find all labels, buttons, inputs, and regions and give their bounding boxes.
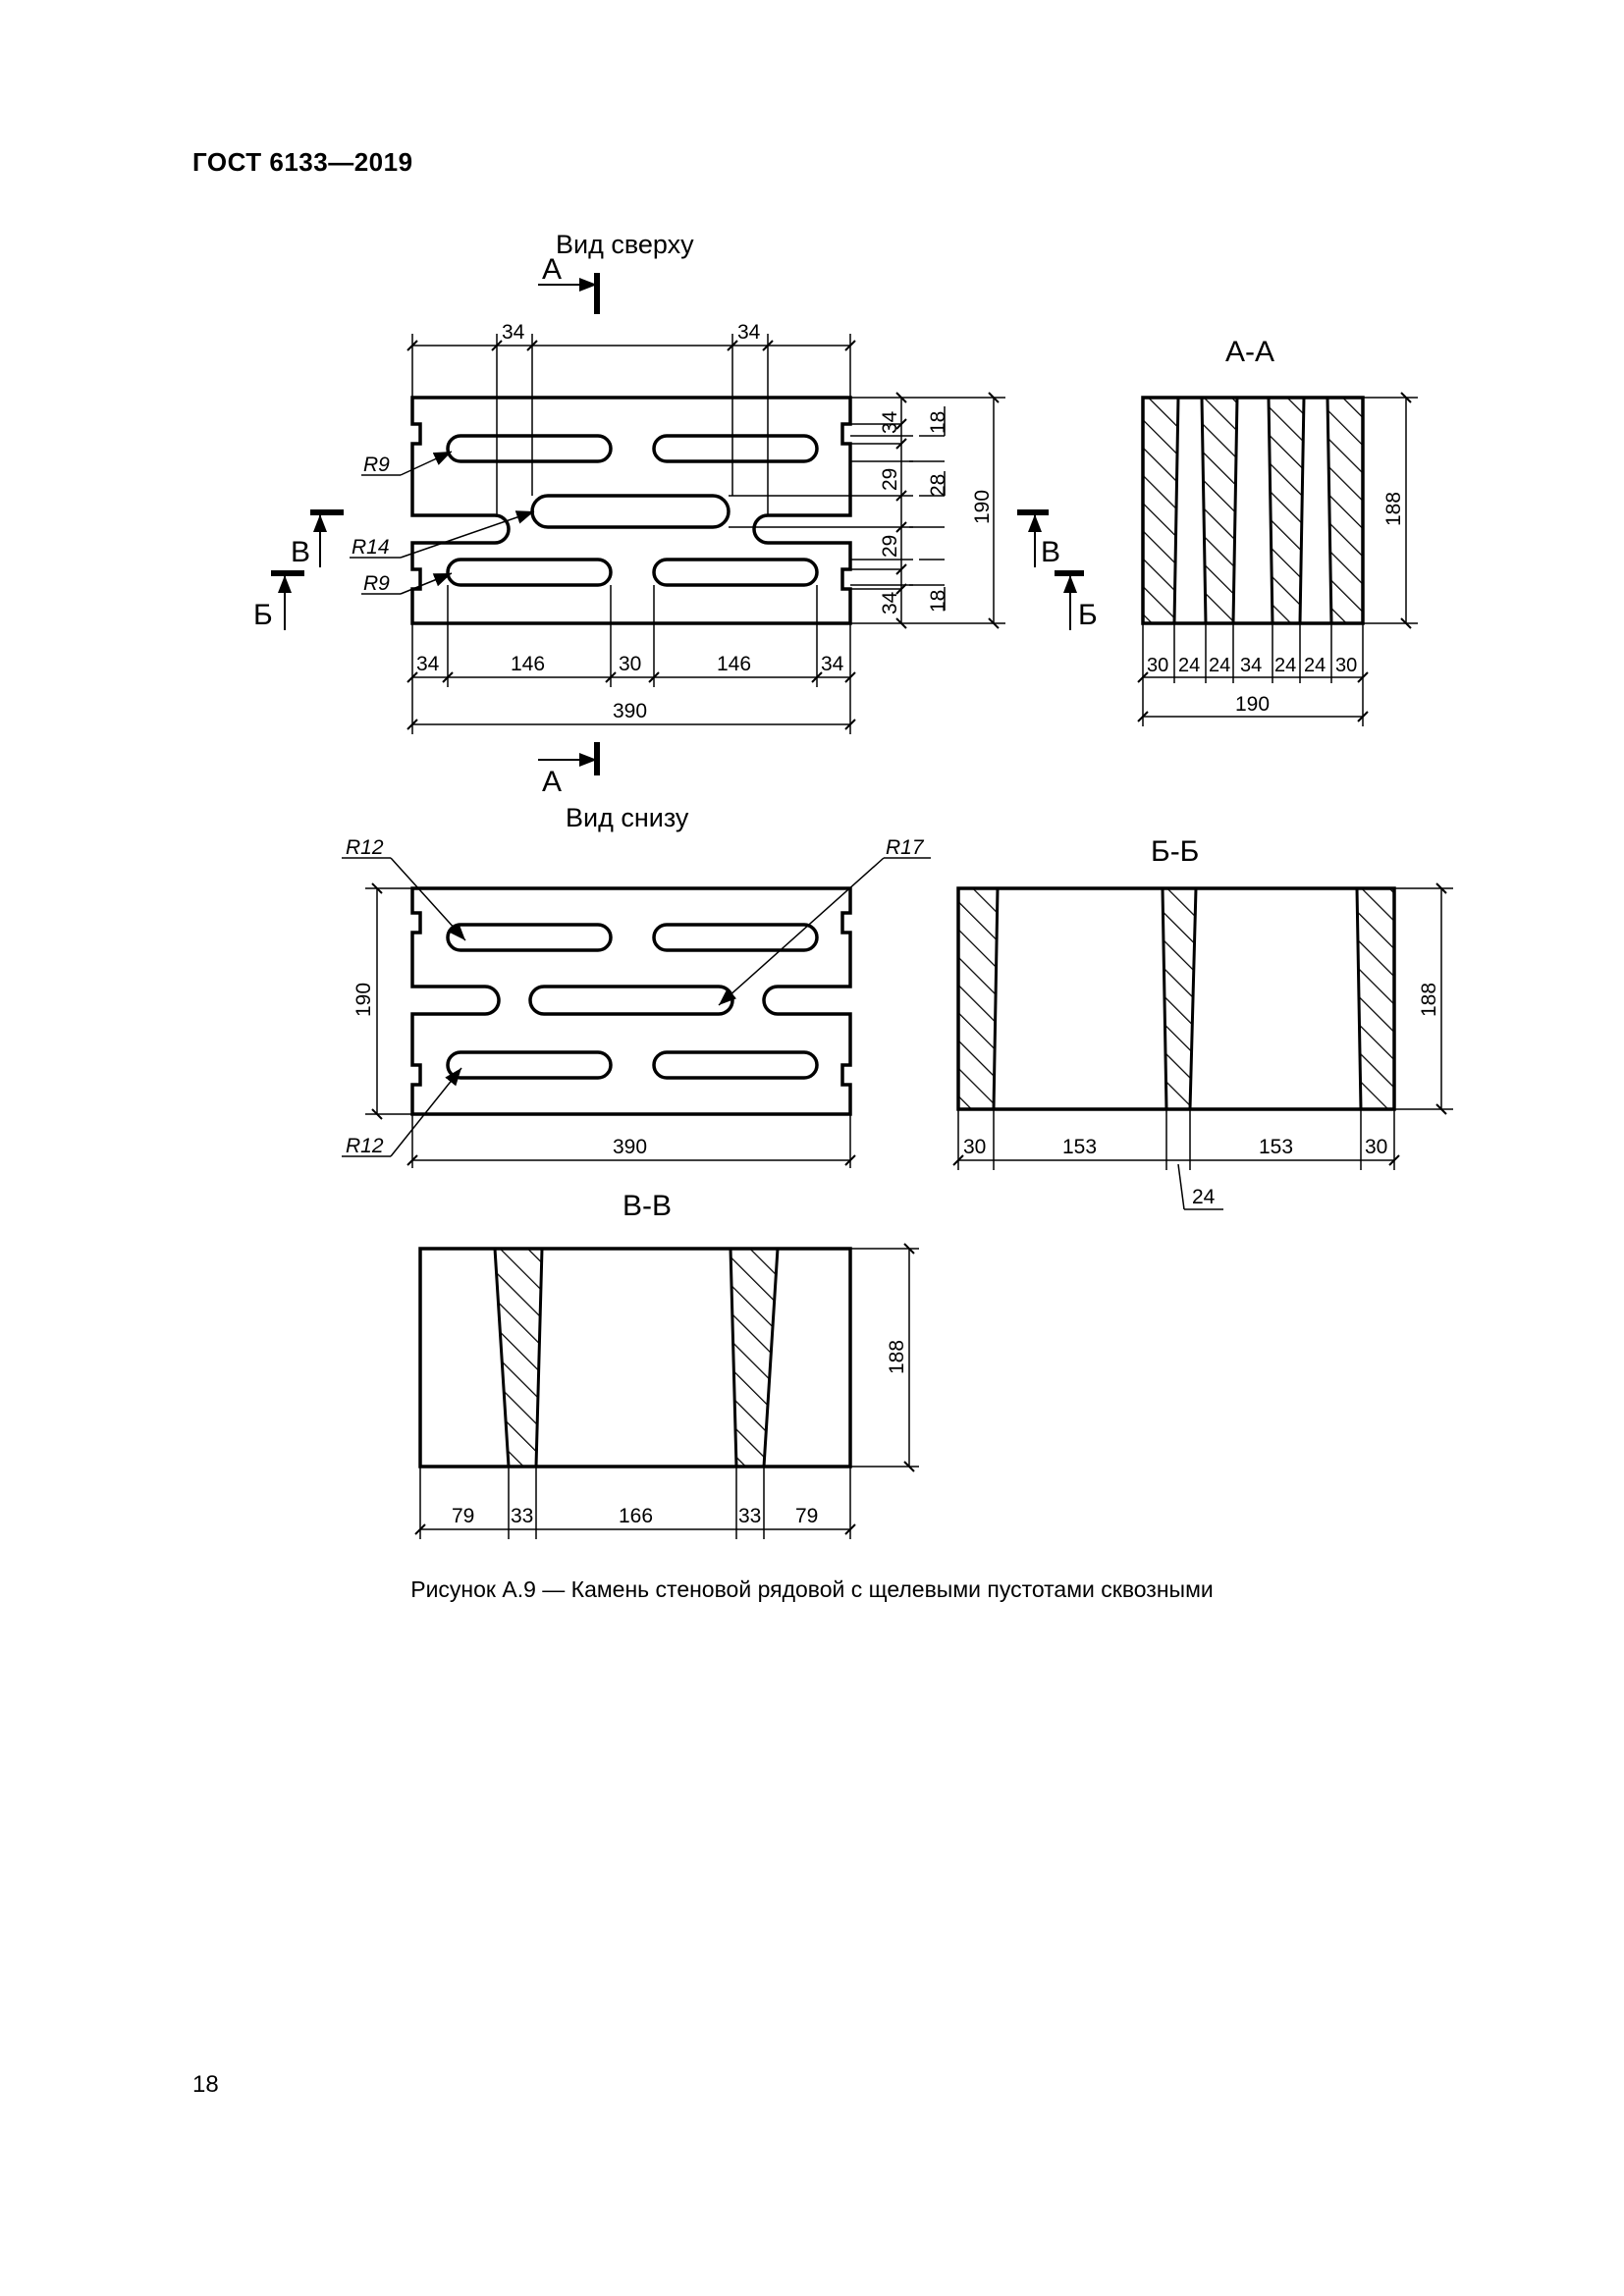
dim-bottom-146-right: 146: [717, 653, 752, 675]
vv-dim-79-right: 79: [795, 1505, 819, 1527]
bb-dim-30-right: 30: [1365, 1136, 1388, 1158]
section-markers-right: [1017, 512, 1098, 631]
figure-caption: Рисунок А.9 — Камень стеновой рядовой с щелевыми пустотами сквозными: [410, 1576, 1214, 1602]
section-aa-title: А-А: [1225, 336, 1275, 368]
dim-overall-390: 390: [613, 700, 648, 722]
dim-right-29-bottom: 29: [879, 534, 901, 558]
bottom-radius-r12-bottom: R12: [346, 1135, 384, 1157]
section-bb: [958, 835, 1453, 1209]
top-view: [253, 230, 1098, 798]
dim-top-34-right: 34: [737, 321, 761, 344]
dim-bottom-30: 30: [619, 653, 642, 675]
document-code: ГОСТ 6133—2019: [192, 147, 413, 177]
bottom-view-outline: [412, 888, 850, 1114]
radius-r9-bottom: R9: [363, 572, 390, 595]
section-a-label-bottom: А: [542, 766, 563, 798]
section-b-label-right: Б: [1078, 599, 1098, 631]
section-b-label-left: Б: [253, 599, 273, 631]
bottom-view: [342, 803, 931, 1168]
dim-right-29-top: 29: [879, 467, 901, 491]
dim-right-34-top: 34: [879, 410, 901, 434]
aa-dim-24-a: 24: [1178, 655, 1201, 676]
dim-bottom-34-left: 34: [416, 653, 440, 675]
bottom-slot-middle: [530, 987, 732, 1014]
bottom-slot-upper-right: [654, 925, 817, 950]
section-a-marker-bottom: [538, 742, 597, 798]
section-a-marker-top: [538, 253, 597, 314]
bottom-slot-lower-right: [654, 1052, 817, 1078]
bottom-radius-r12-top: R12: [346, 836, 384, 859]
top-slot-lower-left: [448, 560, 611, 585]
section-bb-title: Б-Б: [1151, 835, 1200, 868]
vv-dim-33-right: 33: [738, 1505, 762, 1527]
bottom-view-title: Вид снизу: [566, 803, 689, 832]
bb-dim-30-left: 30: [963, 1136, 987, 1158]
vv-dim-79-left: 79: [452, 1505, 475, 1527]
aa-dim-188: 188: [1382, 491, 1405, 526]
dim-right-18-bottom: 18: [927, 589, 949, 613]
section-vv: [420, 1190, 919, 1539]
section-markers-left: [253, 512, 344, 631]
aa-dim-190: 190: [1235, 693, 1271, 716]
aa-dim-34: 34: [1240, 655, 1263, 676]
section-vv-title: В-В: [623, 1190, 673, 1222]
bb-dim-188: 188: [1418, 982, 1440, 1017]
vv-dim-188: 188: [886, 1339, 908, 1374]
section-v-label-right: В: [1041, 536, 1061, 568]
radius-r9-top: R9: [363, 454, 390, 476]
section-aa: [1143, 336, 1418, 726]
section-v-label-left: В: [291, 536, 311, 568]
dim-right-18-top: 18: [927, 410, 949, 434]
bottom-dim-190: 190: [352, 982, 375, 1017]
top-view-outline: [412, 398, 850, 623]
aa-dim-24-b: 24: [1209, 655, 1231, 676]
aa-dim-24-d: 24: [1304, 655, 1326, 676]
aa-dim-24-c: 24: [1274, 655, 1297, 676]
section-a-label-top: А: [542, 253, 563, 286]
dim-right-190: 190: [971, 489, 994, 524]
top-view-title: Вид сверху: [556, 230, 694, 259]
dim-bottom-34-right: 34: [821, 653, 844, 675]
bb-dim-153-right: 153: [1259, 1136, 1294, 1158]
top-slot-lower-right: [654, 560, 817, 585]
dim-right-28: 28: [927, 473, 949, 497]
aa-dim-30-left: 30: [1147, 655, 1169, 676]
bottom-slot-upper-left: [448, 925, 611, 950]
radius-r14: R14: [352, 536, 390, 559]
aa-dim-30-right: 30: [1335, 655, 1358, 676]
bb-dim-24: 24: [1192, 1186, 1216, 1208]
bottom-slot-lower-left: [448, 1052, 611, 1078]
dim-top-34-left: 34: [502, 321, 525, 344]
bb-dim-153-left: 153: [1062, 1136, 1098, 1158]
vv-dim-166: 166: [619, 1505, 654, 1527]
top-slot-upper-right: [654, 436, 817, 461]
dim-right-34-bottom: 34: [879, 591, 901, 614]
dim-bottom-146-left: 146: [511, 653, 546, 675]
bottom-radius-r17: R17: [886, 836, 924, 859]
vv-dim-33-left: 33: [511, 1505, 534, 1527]
top-slot-upper-left: [448, 436, 611, 461]
top-slot-middle: [532, 496, 729, 527]
page-number: 18: [192, 2071, 219, 2098]
bottom-dim-390: 390: [613, 1136, 648, 1158]
